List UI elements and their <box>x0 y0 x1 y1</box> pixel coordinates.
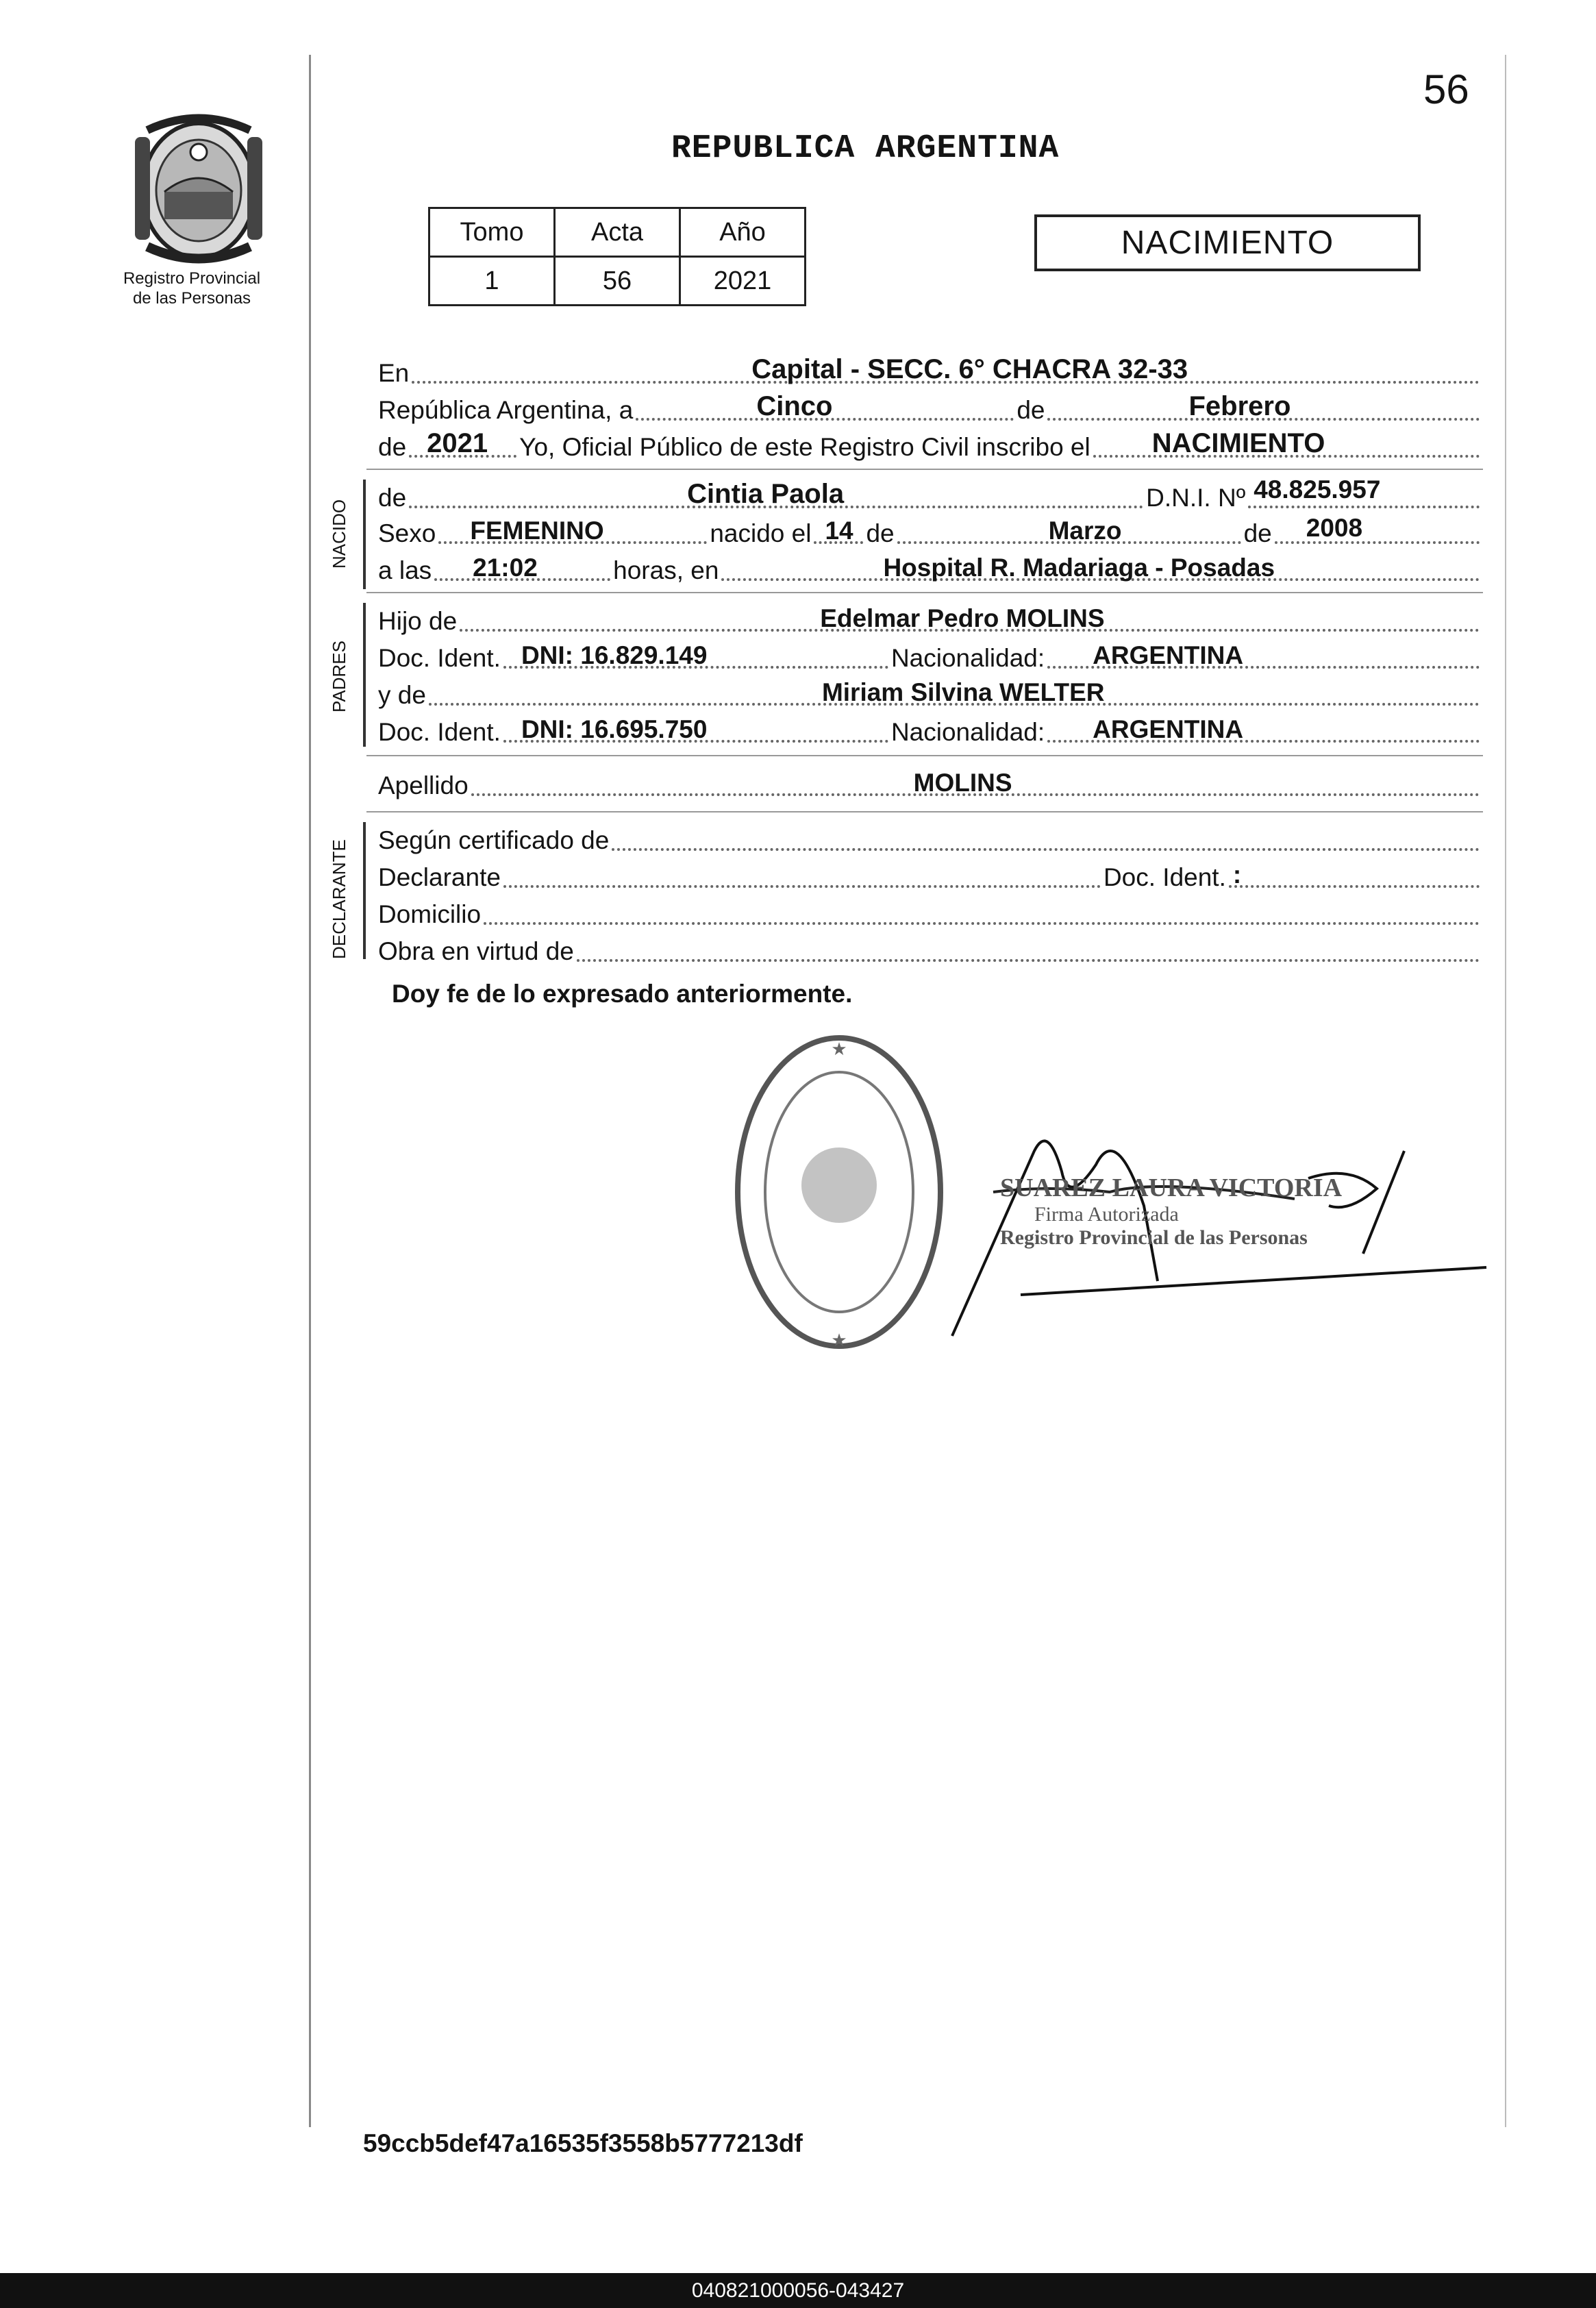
document-hash: 59ccb5def47a16535f3558b5777213df <box>363 2129 803 2157</box>
row-declarante <box>378 859 1482 892</box>
header-tomo: Tomo <box>429 208 555 257</box>
left-margin-line <box>309 55 311 2127</box>
value-lugar-nac: Hospital R. Madariaga - Posadas <box>883 554 1275 582</box>
closing-statement: Doy fe de lo expresado anteriormente. <box>392 980 853 1008</box>
row-padre-doc <box>378 640 1482 673</box>
province-seal-logo <box>127 110 271 267</box>
label-de2: de <box>866 519 895 547</box>
value-dia-letras: Cinco <box>756 391 833 421</box>
value-padre-doc: DNI: 16.829.149 <box>521 641 708 669</box>
right-margin-line <box>1505 55 1506 2127</box>
label-nacido-de: de <box>378 484 407 512</box>
row-obra <box>378 933 1482 966</box>
label-segun: Según certificado de <box>378 826 610 854</box>
label-de-year: de <box>378 433 407 461</box>
footer-code-bar: 040821000056-043427 <box>0 2273 1596 2308</box>
label-nacido-el: nacido el <box>710 519 812 547</box>
signer-role: Firma Autorizada <box>1034 1203 1179 1226</box>
value-padre-nac: ARGENTINA <box>1093 641 1244 669</box>
value-madre: Miriam Silvina WELTER <box>821 678 1105 706</box>
value-madre-doc: DNI: 16.695.750 <box>521 715 708 743</box>
svg-text:★: ★ <box>831 1039 847 1059</box>
label-apellido: Apellido <box>378 771 469 799</box>
label-hijo-de: Hijo de <box>378 607 458 635</box>
value-anio: 2021 <box>427 428 488 458</box>
logo-caption-line1: Registro Provincial <box>123 269 261 288</box>
label-de: de <box>1017 396 1045 424</box>
value-tomo: 1 <box>429 257 555 306</box>
header-anio: Año <box>680 208 806 257</box>
label-yo-oficial: Yo, Oficial Público de este Registro Civil inscribo el <box>519 433 1090 461</box>
value-dni: 48.825.957 <box>1254 475 1381 504</box>
label-en: En <box>378 359 410 387</box>
official-stamp <box>730 1028 949 1356</box>
value-padre: Edelmar Pedro MOLINS <box>820 604 1105 632</box>
side-label-nacido: NACIDO <box>329 499 349 569</box>
nacido-bracket <box>363 480 366 589</box>
label-horas-en: horas, en <box>613 556 719 584</box>
row-madre-doc <box>378 714 1482 747</box>
label-nacionalidad-madre: Nacionalidad: <box>890 718 1045 746</box>
label-doc-ident-madre: Doc. Ident. <box>378 718 501 746</box>
logo-caption-line2: de las Personas <box>132 289 251 308</box>
label-a-las: a las <box>378 556 432 584</box>
value-mes: Febrero <box>1188 391 1291 421</box>
value-sexo: FEMENINO <box>470 517 604 545</box>
document-type-box: NACIMIENTO <box>1034 214 1421 271</box>
label-doc-ident: Doc. Ident. <box>378 644 501 672</box>
label-domicilio: Domicilio <box>378 900 482 928</box>
document-title: REPUBLICA ARGENTINA <box>671 130 1060 167</box>
value-anio: 2021 <box>680 257 806 306</box>
section-rule <box>366 755 1483 756</box>
label-declarante: Declarante <box>378 863 501 891</box>
row-domicilio <box>378 896 1482 929</box>
row-segun <box>378 822 1482 855</box>
signer-name: SUAREZ LAURA VICTORIA <box>1000 1174 1343 1202</box>
header-acta: Acta <box>555 208 680 257</box>
row-lugar <box>378 355 1482 388</box>
value-mes-nac: Marzo <box>1048 517 1122 545</box>
label-republica: República Argentina, a <box>378 396 634 424</box>
signature-block <box>1000 1173 1342 1250</box>
label-obra: Obra en virtud de <box>378 937 574 965</box>
value-lugar: Capital - SECC. 6° CHACRA 32-33 <box>751 354 1188 384</box>
logo-caption <box>103 269 281 308</box>
value-nombre: Cintia Paola <box>687 479 845 509</box>
label-doc-ident-declarante: Doc. Ident. <box>1103 863 1226 891</box>
row-padre <box>378 603 1482 636</box>
value-hora: 21:02 <box>473 554 538 582</box>
value-anio-nac: 2008 <box>1306 514 1363 542</box>
row-fecha <box>378 392 1482 425</box>
value-acta: 56 <box>555 257 680 306</box>
label-dni: D.N.I. Nº <box>1146 484 1246 512</box>
label-nacionalidad: Nacionalidad: <box>890 644 1045 672</box>
record-table <box>428 207 806 306</box>
row-inscripcion <box>378 429 1482 462</box>
svg-text:★: ★ <box>831 1330 847 1350</box>
padres-bracket <box>363 603 366 747</box>
value-dia-nac: 14 <box>825 517 853 545</box>
value-declarante-doc: : <box>1232 860 1242 889</box>
section-rule <box>366 469 1483 470</box>
row-hora <box>378 552 1482 585</box>
section-rule <box>366 592 1483 593</box>
value-tipo-inscripcion: NACIMIENTO <box>1151 428 1325 458</box>
label-y-de: y de <box>378 681 426 709</box>
value-apellido: MOLINS <box>913 769 1012 797</box>
side-label-padres: PADRES <box>329 641 349 712</box>
label-de3: de <box>1243 519 1272 547</box>
declarante-bracket <box>363 822 366 959</box>
row-sexo <box>378 515 1482 548</box>
section-rule <box>366 811 1483 812</box>
signer-office: Registro Provincial de las Personas <box>1000 1226 1308 1249</box>
page-number: 56 <box>1423 66 1469 112</box>
row-madre <box>378 677 1482 710</box>
side-label-declarante: DECLARANTE <box>329 839 349 959</box>
row-nombre <box>378 475 1482 512</box>
row-apellido <box>378 767 1482 800</box>
value-madre-nac: ARGENTINA <box>1093 715 1244 743</box>
label-sexo: Sexo <box>378 519 436 547</box>
